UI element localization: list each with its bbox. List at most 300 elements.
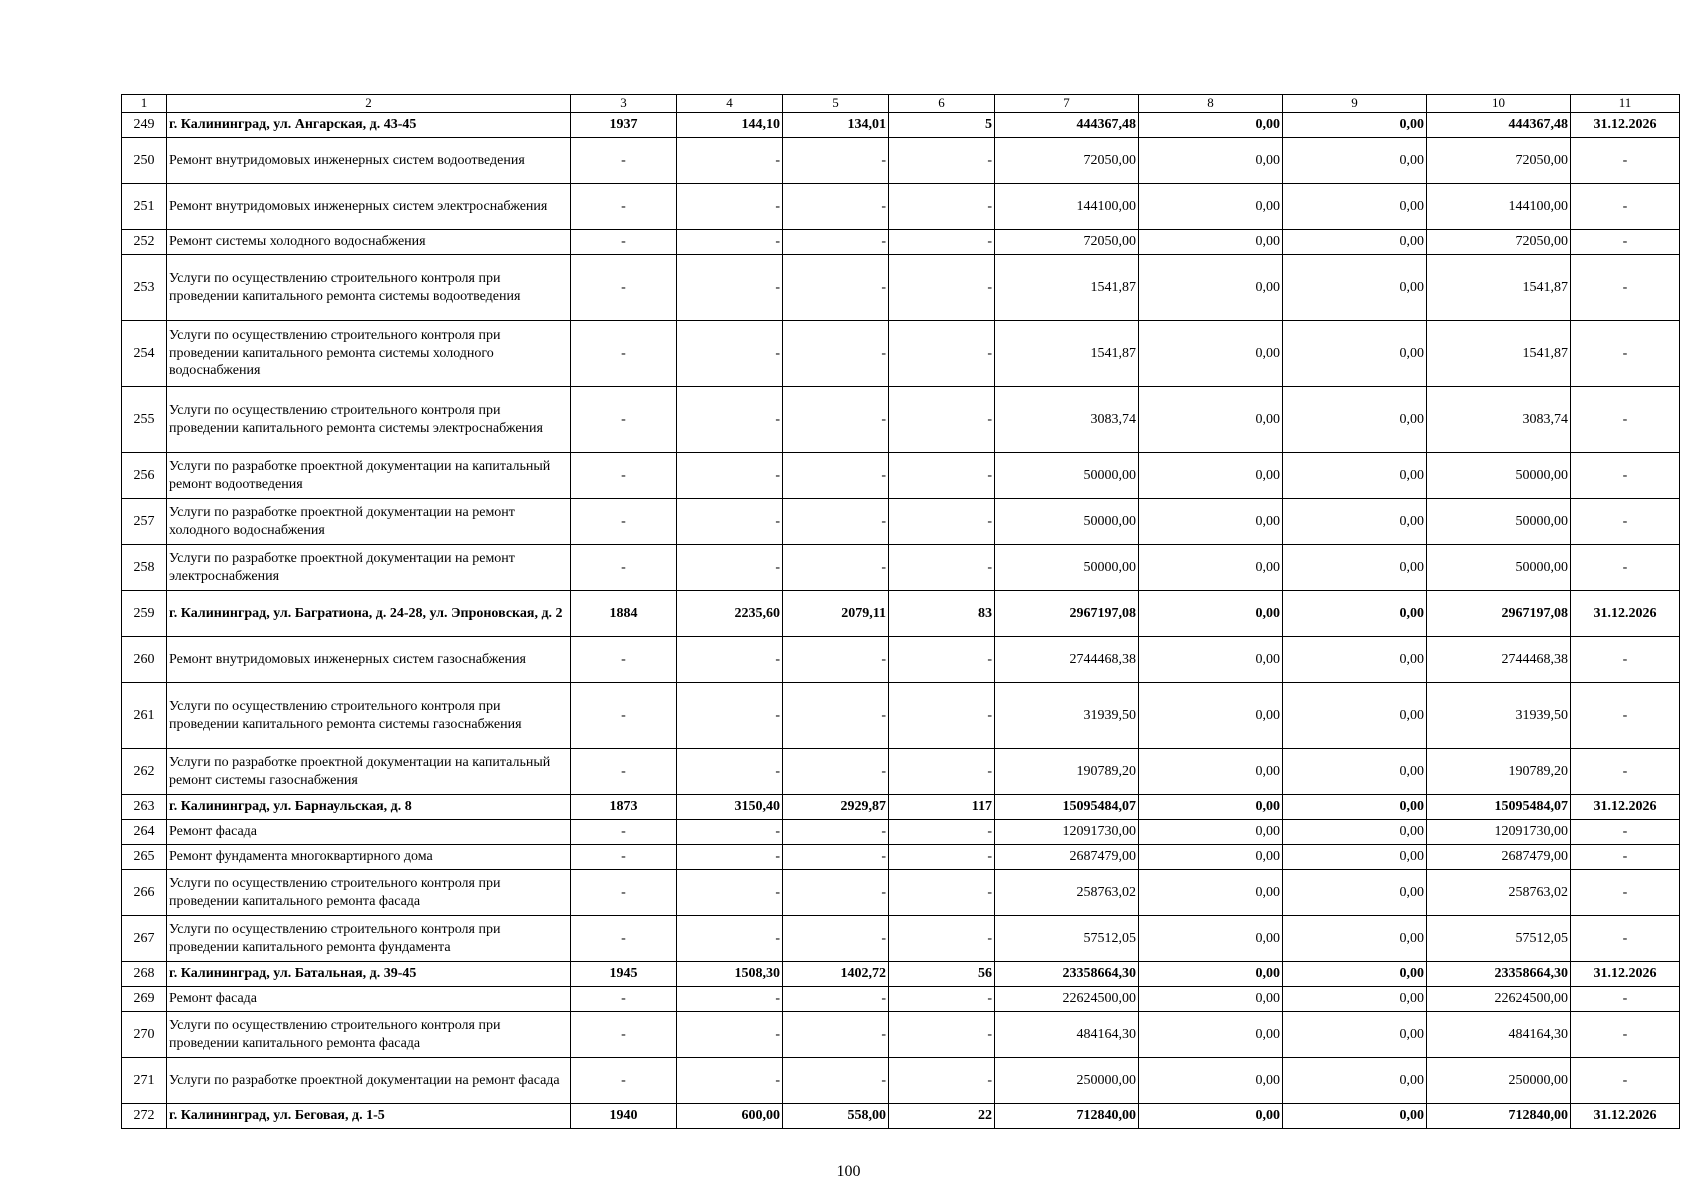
cost-col9-cell: 0,00 (1283, 916, 1427, 962)
deadline-cell: - (1571, 138, 1680, 184)
residents-cell: - (889, 683, 995, 749)
cost-col9-cell: 0,00 (1283, 184, 1427, 230)
total-area-cell: - (677, 230, 783, 255)
cost-total-cell: 250000,00 (995, 1058, 1139, 1104)
total-area-cell: - (677, 1012, 783, 1058)
deadline-cell: - (1571, 683, 1680, 749)
year-cell: - (571, 453, 677, 499)
work-item-row (122, 387, 1680, 453)
deadline-cell: - (1571, 870, 1680, 916)
living-area-cell: 558,00 (783, 1104, 889, 1129)
total-area-cell: 600,00 (677, 1104, 783, 1129)
total-area-cell: - (677, 387, 783, 453)
row-number-cell: 260 (122, 637, 167, 683)
row-number-cell: 266 (122, 870, 167, 916)
cost-total-cell: 2744468,38 (995, 637, 1139, 683)
cost-col8-cell: 0,00 (1139, 499, 1283, 545)
work-item-row (122, 138, 1680, 184)
year-cell: 1884 (571, 591, 677, 637)
residents-cell: - (889, 184, 995, 230)
capital-repair-table (121, 94, 1680, 1129)
residents-cell: 83 (889, 591, 995, 637)
cost-total-cell: 31939,50 (995, 683, 1139, 749)
cost-total-cell: 3083,74 (995, 387, 1139, 453)
column-numbers-row (122, 95, 1680, 113)
cost-col9-cell: 0,00 (1283, 987, 1427, 1012)
cost-col8-cell: 0,00 (1139, 845, 1283, 870)
total-area-cell: - (677, 820, 783, 845)
cost-total-cell: 72050,00 (995, 230, 1139, 255)
cost-col8-cell: 0,00 (1139, 545, 1283, 591)
work-item-row (122, 820, 1680, 845)
cost-total-cell: 72050,00 (995, 138, 1139, 184)
cost-col8-cell: 0,00 (1139, 591, 1283, 637)
deadline-cell: - (1571, 321, 1680, 387)
year-cell: - (571, 683, 677, 749)
row-number-cell: 265 (122, 845, 167, 870)
year-cell: 1945 (571, 962, 677, 987)
cost-total-cell: 1541,87 (995, 255, 1139, 321)
deadline-cell: - (1571, 387, 1680, 453)
total-area-cell: - (677, 321, 783, 387)
residents-cell: 5 (889, 113, 995, 138)
row-number-cell: 259 (122, 591, 167, 637)
cost-col10-cell: 57512,05 (1427, 916, 1571, 962)
cost-col8-cell: 0,00 (1139, 255, 1283, 321)
residents-cell: - (889, 387, 995, 453)
year-cell: - (571, 545, 677, 591)
header-cell-8: 8 (1139, 95, 1283, 113)
cost-col9-cell: 0,00 (1283, 1058, 1427, 1104)
row-number-cell: 271 (122, 1058, 167, 1104)
year-cell: - (571, 1058, 677, 1104)
cost-col9-cell: 0,00 (1283, 113, 1427, 138)
work-name-cell: Ремонт внутридомовых инженерных систем газоснабжения (167, 637, 571, 683)
header-cell-5: 5 (783, 95, 889, 113)
total-area-cell: - (677, 749, 783, 795)
work-name-cell: Услуги по осуществлению строительного контроля при проведении капитального ремонта системы водоотведения (167, 255, 571, 321)
page-number: 100 (836, 1163, 861, 1180)
cost-total-cell: 22624500,00 (995, 987, 1139, 1012)
cost-col9-cell: 0,00 (1283, 637, 1427, 683)
cost-col8-cell: 0,00 (1139, 870, 1283, 916)
header-cell-11: 11 (1571, 95, 1680, 113)
work-item-row (122, 916, 1680, 962)
cost-col10-cell: 22624500,00 (1427, 987, 1571, 1012)
year-cell: 1873 (571, 795, 677, 820)
cost-col10-cell: 484164,30 (1427, 1012, 1571, 1058)
deadline-cell: - (1571, 637, 1680, 683)
row-number-cell: 253 (122, 255, 167, 321)
work-name-cell: Услуги по разработке проектной документации на капитальный ремонт водоотведения (167, 453, 571, 499)
cost-col9-cell: 0,00 (1283, 845, 1427, 870)
total-area-cell: - (677, 1058, 783, 1104)
year-cell: - (571, 845, 677, 870)
work-name-cell: Услуги по осуществлению строительного контроля при проведении капитального ремонта фундамента (167, 916, 571, 962)
residents-cell: - (889, 230, 995, 255)
row-number-cell: 250 (122, 138, 167, 184)
work-name-cell: г. Калининград, ул. Ангарская, д. 43-45 (167, 113, 571, 138)
work-name-cell: г. Калининград, ул. Багратиона, д. 24-28, ул. Эпроновская, д. 2 (167, 591, 571, 637)
residents-cell: - (889, 255, 995, 321)
cost-col9-cell: 0,00 (1283, 453, 1427, 499)
residents-cell: - (889, 1012, 995, 1058)
work-item-row (122, 230, 1680, 255)
deadline-cell: 31.12.2026 (1571, 962, 1680, 987)
cost-col9-cell: 0,00 (1283, 1012, 1427, 1058)
work-item-row (122, 987, 1680, 1012)
work-item-row (122, 499, 1680, 545)
work-item-row (122, 683, 1680, 749)
deadline-cell: - (1571, 916, 1680, 962)
work-name-cell: Услуги по разработке проектной документации на ремонт фасада (167, 1058, 571, 1104)
total-area-cell: - (677, 870, 783, 916)
cost-col8-cell: 0,00 (1139, 820, 1283, 845)
cost-col10-cell: 2744468,38 (1427, 637, 1571, 683)
cost-col10-cell: 12091730,00 (1427, 820, 1571, 845)
cost-col9-cell: 0,00 (1283, 820, 1427, 845)
cost-col8-cell: 0,00 (1139, 795, 1283, 820)
living-area-cell: - (783, 184, 889, 230)
total-area-cell: - (677, 987, 783, 1012)
deadline-cell: - (1571, 499, 1680, 545)
living-area-cell: - (783, 138, 889, 184)
residents-cell: 22 (889, 1104, 995, 1129)
work-name-cell: Услуги по осуществлению строительного контроля при проведении капитального ремонта системы электроснабжения (167, 387, 571, 453)
deadline-cell: - (1571, 987, 1680, 1012)
row-number-cell: 254 (122, 321, 167, 387)
cost-col9-cell: 0,00 (1283, 870, 1427, 916)
work-item-row (122, 1058, 1680, 1104)
living-area-cell: - (783, 230, 889, 255)
cost-total-cell: 144100,00 (995, 184, 1139, 230)
year-cell: 1940 (571, 1104, 677, 1129)
cost-col9-cell: 0,00 (1283, 138, 1427, 184)
cost-col10-cell: 144100,00 (1427, 184, 1571, 230)
total-area-cell: 2235,60 (677, 591, 783, 637)
work-name-cell: г. Калининград, ул. Батальная, д. 39-45 (167, 962, 571, 987)
cost-col8-cell: 0,00 (1139, 453, 1283, 499)
work-item-row (122, 637, 1680, 683)
header-cell-3: 3 (571, 95, 677, 113)
year-cell: - (571, 255, 677, 321)
row-number-cell: 268 (122, 962, 167, 987)
row-number-cell: 258 (122, 545, 167, 591)
deadline-cell: - (1571, 545, 1680, 591)
year-cell: - (571, 184, 677, 230)
work-item-row (122, 453, 1680, 499)
cost-col10-cell: 444367,48 (1427, 113, 1571, 138)
work-name-cell: г. Калининград, ул. Беговая, д. 1-5 (167, 1104, 571, 1129)
living-area-cell: 2079,11 (783, 591, 889, 637)
cost-col8-cell: 0,00 (1139, 138, 1283, 184)
cost-col10-cell: 72050,00 (1427, 230, 1571, 255)
cost-col8-cell: 0,00 (1139, 683, 1283, 749)
deadline-cell: 31.12.2026 (1571, 1104, 1680, 1129)
cost-col10-cell: 23358664,30 (1427, 962, 1571, 987)
total-area-cell: - (677, 138, 783, 184)
cost-col9-cell: 0,00 (1283, 321, 1427, 387)
living-area-cell: - (783, 749, 889, 795)
deadline-cell: - (1571, 230, 1680, 255)
header-cell-6: 6 (889, 95, 995, 113)
address-row (122, 591, 1680, 637)
cost-col9-cell: 0,00 (1283, 387, 1427, 453)
row-number-cell: 263 (122, 795, 167, 820)
address-row (122, 113, 1680, 138)
year-cell: - (571, 387, 677, 453)
total-area-cell: 3150,40 (677, 795, 783, 820)
cost-col9-cell: 0,00 (1283, 255, 1427, 321)
cost-col8-cell: 0,00 (1139, 1012, 1283, 1058)
cost-col9-cell: 0,00 (1283, 795, 1427, 820)
header-cell-9: 9 (1283, 95, 1427, 113)
residents-cell: - (889, 138, 995, 184)
cost-col8-cell: 0,00 (1139, 962, 1283, 987)
cost-total-cell: 484164,30 (995, 1012, 1139, 1058)
row-number-cell: 252 (122, 230, 167, 255)
residents-cell: - (889, 845, 995, 870)
deadline-cell: - (1571, 1058, 1680, 1104)
cost-col10-cell: 1541,87 (1427, 255, 1571, 321)
address-row (122, 1104, 1680, 1129)
year-cell: 1937 (571, 113, 677, 138)
living-area-cell: - (783, 820, 889, 845)
work-item-row (122, 1012, 1680, 1058)
cost-col10-cell: 250000,00 (1427, 1058, 1571, 1104)
cost-col8-cell: 0,00 (1139, 1104, 1283, 1129)
living-area-cell: - (783, 845, 889, 870)
cost-col10-cell: 2967197,08 (1427, 591, 1571, 637)
row-number-cell: 262 (122, 749, 167, 795)
deadline-cell: 31.12.2026 (1571, 591, 1680, 637)
header-cell-2: 2 (167, 95, 571, 113)
cost-col8-cell: 0,00 (1139, 1058, 1283, 1104)
total-area-cell: - (677, 255, 783, 321)
total-area-cell: - (677, 499, 783, 545)
work-name-cell: Услуги по осуществлению строительного контроля при проведении капитального ремонта системы холодного водоснабжения (167, 321, 571, 387)
living-area-cell: - (783, 987, 889, 1012)
year-cell: - (571, 749, 677, 795)
cost-total-cell: 50000,00 (995, 453, 1139, 499)
cost-col10-cell: 3083,74 (1427, 387, 1571, 453)
deadline-cell: - (1571, 820, 1680, 845)
cost-total-cell: 2967197,08 (995, 591, 1139, 637)
total-area-cell: 1508,30 (677, 962, 783, 987)
total-area-cell: - (677, 184, 783, 230)
total-area-cell: - (677, 637, 783, 683)
cost-col8-cell: 0,00 (1139, 916, 1283, 962)
row-number-cell: 264 (122, 820, 167, 845)
residents-cell: - (889, 545, 995, 591)
row-number-cell: 251 (122, 184, 167, 230)
cost-total-cell: 190789,20 (995, 749, 1139, 795)
work-name-cell: Ремонт фасада (167, 820, 571, 845)
header-cell-7: 7 (995, 95, 1139, 113)
residents-cell: - (889, 321, 995, 387)
residents-cell: 56 (889, 962, 995, 987)
residents-cell: - (889, 637, 995, 683)
year-cell: - (571, 1012, 677, 1058)
living-area-cell: - (783, 637, 889, 683)
deadline-cell: 31.12.2026 (1571, 795, 1680, 820)
cost-total-cell: 2687479,00 (995, 845, 1139, 870)
cost-col8-cell: 0,00 (1139, 321, 1283, 387)
year-cell: - (571, 916, 677, 962)
cost-col10-cell: 712840,00 (1427, 1104, 1571, 1129)
address-row (122, 795, 1680, 820)
row-number-cell: 269 (122, 987, 167, 1012)
living-area-cell: - (783, 387, 889, 453)
row-number-cell: 270 (122, 1012, 167, 1058)
cost-total-cell: 57512,05 (995, 916, 1139, 962)
residents-cell: - (889, 499, 995, 545)
cost-col9-cell: 0,00 (1283, 683, 1427, 749)
year-cell: - (571, 138, 677, 184)
living-area-cell: - (783, 870, 889, 916)
deadline-cell: - (1571, 453, 1680, 499)
work-name-cell: Услуги по разработке проектной документации на ремонт электроснабжения (167, 545, 571, 591)
cost-col10-cell: 50000,00 (1427, 499, 1571, 545)
living-area-cell: - (783, 545, 889, 591)
cost-col10-cell: 2687479,00 (1427, 845, 1571, 870)
header-cell-1: 1 (122, 95, 167, 113)
work-name-cell: Услуги по разработке проектной документации на капитальный ремонт системы газоснабжения (167, 749, 571, 795)
cost-col9-cell: 0,00 (1283, 962, 1427, 987)
cost-col10-cell: 50000,00 (1427, 453, 1571, 499)
living-area-cell: - (783, 321, 889, 387)
residents-cell: - (889, 1058, 995, 1104)
deadline-cell: - (1571, 749, 1680, 795)
row-number-cell: 261 (122, 683, 167, 749)
cost-col10-cell: 190789,20 (1427, 749, 1571, 795)
living-area-cell: 1402,72 (783, 962, 889, 987)
cost-col10-cell: 31939,50 (1427, 683, 1571, 749)
work-item-row (122, 870, 1680, 916)
year-cell: - (571, 987, 677, 1012)
living-area-cell: - (783, 1058, 889, 1104)
work-name-cell: Услуги по разработке проектной документации на ремонт холодного водоснабжения (167, 499, 571, 545)
living-area-cell: - (783, 255, 889, 321)
cost-col10-cell: 1541,87 (1427, 321, 1571, 387)
cost-total-cell: 12091730,00 (995, 820, 1139, 845)
cost-total-cell: 23358664,30 (995, 962, 1139, 987)
cost-col9-cell: 0,00 (1283, 545, 1427, 591)
cost-total-cell: 1541,87 (995, 321, 1139, 387)
cost-col9-cell: 0,00 (1283, 1104, 1427, 1129)
work-name-cell: Ремонт системы холодного водоснабжения (167, 230, 571, 255)
cost-total-cell: 50000,00 (995, 545, 1139, 591)
header-cell-4: 4 (677, 95, 783, 113)
deadline-cell: - (1571, 845, 1680, 870)
total-area-cell: 144,10 (677, 113, 783, 138)
residents-cell: - (889, 453, 995, 499)
residents-cell: - (889, 987, 995, 1012)
cost-col8-cell: 0,00 (1139, 230, 1283, 255)
cost-col8-cell: 0,00 (1139, 749, 1283, 795)
work-item-row (122, 749, 1680, 795)
cost-total-cell: 15095484,07 (995, 795, 1139, 820)
work-name-cell: Услуги по осуществлению строительного контроля при проведении капитального ремонта системы газоснабжения (167, 683, 571, 749)
year-cell: - (571, 321, 677, 387)
cost-col10-cell: 15095484,07 (1427, 795, 1571, 820)
header-cell-10: 10 (1427, 95, 1571, 113)
deadline-cell: - (1571, 255, 1680, 321)
work-name-cell: Ремонт внутридомовых инженерных систем водоотведения (167, 138, 571, 184)
work-name-cell: г. Калининград, ул. Барнаульская, д. 8 (167, 795, 571, 820)
cost-col9-cell: 0,00 (1283, 749, 1427, 795)
work-item-row (122, 184, 1680, 230)
total-area-cell: - (677, 845, 783, 870)
living-area-cell: - (783, 1012, 889, 1058)
residents-cell: - (889, 820, 995, 845)
work-name-cell: Услуги по осуществлению строительного контроля при проведении капитального ремонта фасада (167, 870, 571, 916)
deadline-cell: - (1571, 184, 1680, 230)
residents-cell: 117 (889, 795, 995, 820)
living-area-cell: 2929,87 (783, 795, 889, 820)
living-area-cell: - (783, 916, 889, 962)
cost-total-cell: 444367,48 (995, 113, 1139, 138)
cost-col10-cell: 258763,02 (1427, 870, 1571, 916)
cost-col8-cell: 0,00 (1139, 387, 1283, 453)
cost-col9-cell: 0,00 (1283, 591, 1427, 637)
cost-total-cell: 712840,00 (995, 1104, 1139, 1129)
deadline-cell: - (1571, 1012, 1680, 1058)
cost-total-cell: 258763,02 (995, 870, 1139, 916)
living-area-cell: - (783, 453, 889, 499)
work-name-cell: Ремонт внутридомовых инженерных систем электроснабжения (167, 184, 571, 230)
cost-col8-cell: 0,00 (1139, 637, 1283, 683)
total-area-cell: - (677, 453, 783, 499)
row-number-cell: 255 (122, 387, 167, 453)
cost-col10-cell: 50000,00 (1427, 545, 1571, 591)
row-number-cell: 249 (122, 113, 167, 138)
work-item-row (122, 321, 1680, 387)
residents-cell: - (889, 916, 995, 962)
living-area-cell: - (783, 499, 889, 545)
cost-col8-cell: 0,00 (1139, 184, 1283, 230)
year-cell: - (571, 870, 677, 916)
year-cell: - (571, 230, 677, 255)
work-name-cell: Ремонт фасада (167, 987, 571, 1012)
cost-col9-cell: 0,00 (1283, 499, 1427, 545)
total-area-cell: - (677, 545, 783, 591)
year-cell: - (571, 637, 677, 683)
cost-col8-cell: 0,00 (1139, 987, 1283, 1012)
year-cell: - (571, 499, 677, 545)
total-area-cell: - (677, 683, 783, 749)
row-number-cell: 256 (122, 453, 167, 499)
residents-cell: - (889, 749, 995, 795)
address-row (122, 962, 1680, 987)
living-area-cell: 134,01 (783, 113, 889, 138)
year-cell: - (571, 820, 677, 845)
row-number-cell: 257 (122, 499, 167, 545)
living-area-cell: - (783, 683, 889, 749)
deadline-cell: 31.12.2026 (1571, 113, 1680, 138)
row-number-cell: 267 (122, 916, 167, 962)
work-name-cell: Услуги по осуществлению строительного контроля при проведении капитального ремонта фасада (167, 1012, 571, 1058)
work-item-row (122, 545, 1680, 591)
row-number-cell: 272 (122, 1104, 167, 1129)
cost-col8-cell: 0,00 (1139, 113, 1283, 138)
work-item-row (122, 845, 1680, 870)
work-item-row (122, 255, 1680, 321)
work-name-cell: Ремонт фундамента многоквартирного дома (167, 845, 571, 870)
total-area-cell: - (677, 916, 783, 962)
cost-total-cell: 50000,00 (995, 499, 1139, 545)
cost-col10-cell: 72050,00 (1427, 138, 1571, 184)
